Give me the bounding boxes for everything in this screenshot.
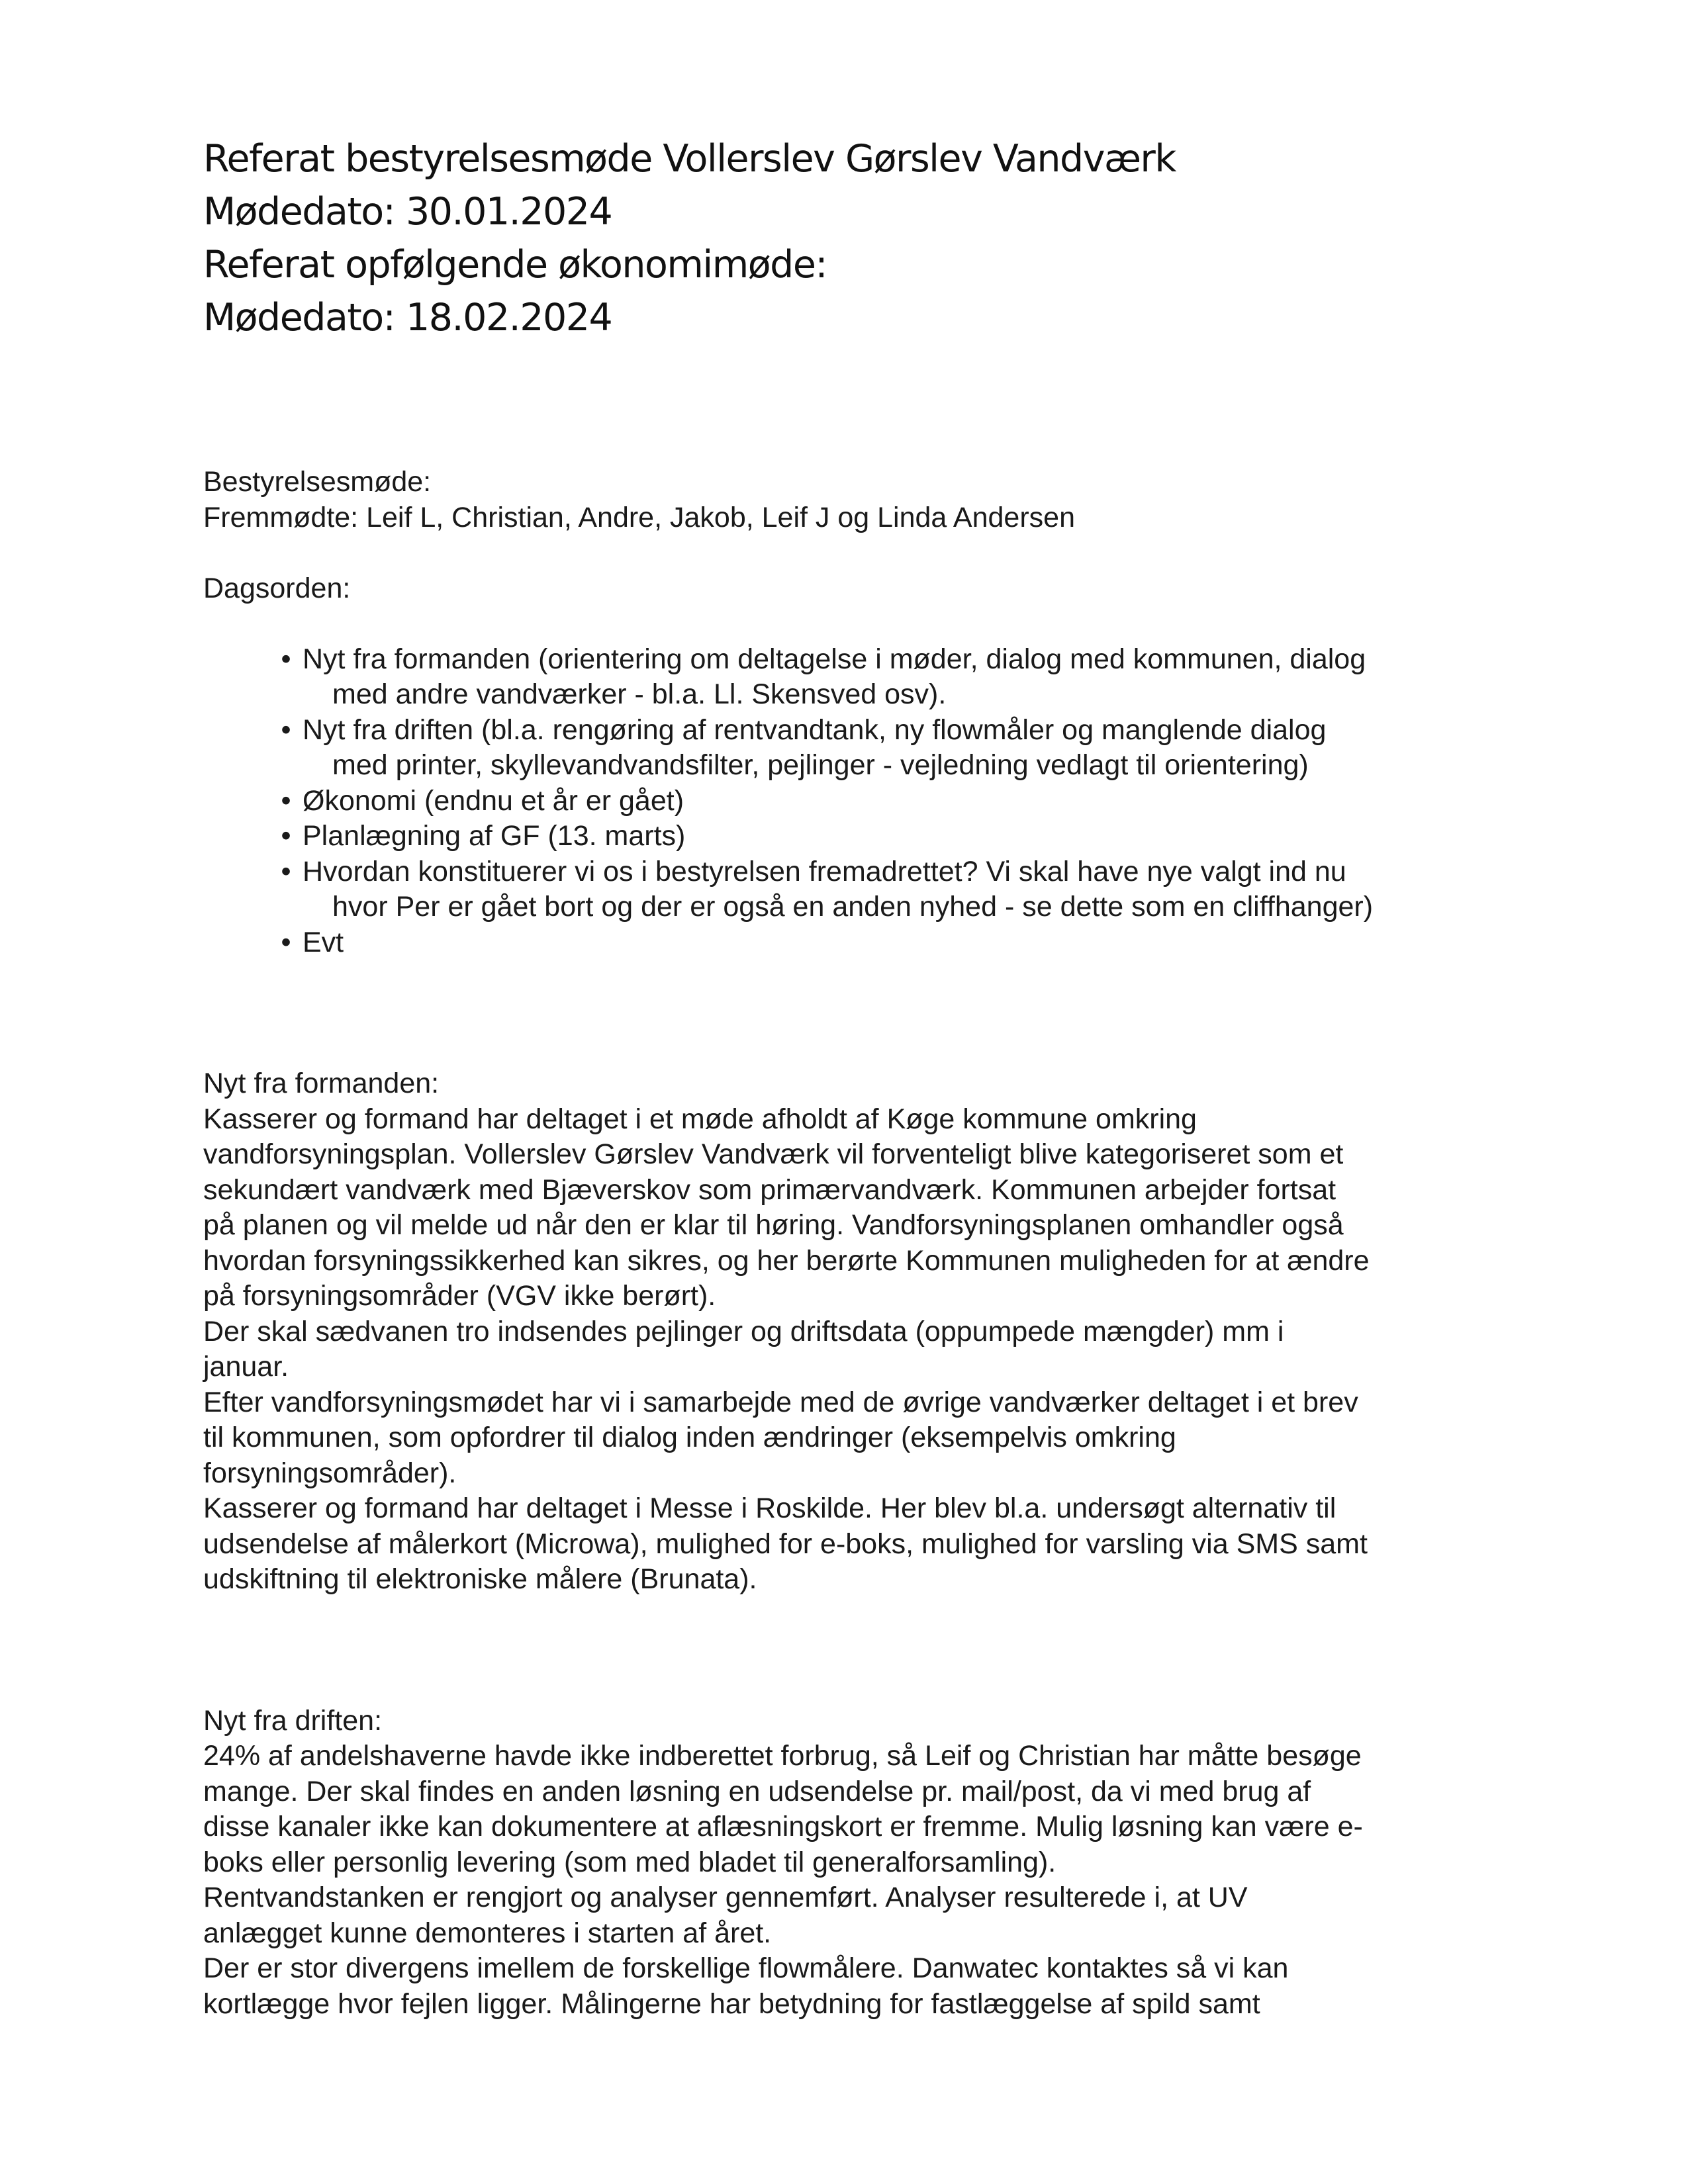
paragraph-line: hvordan forsyningssikkerhed kan sikres, og her berørte Kommunen muligheden for at ændre — [203, 1244, 1370, 1277]
bullet-icon: • — [281, 855, 291, 887]
bullet-icon: • — [281, 926, 291, 958]
agenda-item — [276, 713, 1501, 784]
meeting-label: Bestyrelsesmøde: — [203, 466, 432, 498]
paragraph-line: udsendelse af målerkort (Microwa), mulighed for e-boks, mulighed for varsling via SMS samt — [203, 1527, 1368, 1560]
bullet-icon: • — [281, 784, 291, 817]
paragraph-line: Efter vandforsyningsmødet har vi i samarbejde med de øvrige vandværker deltaget i et brev — [203, 1386, 1358, 1418]
attendees-line: Fremmødte: Leif L, Christian, Andre, Jakob, Leif J og Linda Andersen — [203, 501, 1075, 533]
paragraph-line: anlægget kunne demonteres i starten af året. — [203, 1917, 772, 1949]
formanden-heading: Nyt fra formanden: — [203, 1068, 440, 1099]
paragraph-line: sekundært vandværk med Bjæverskov som primærvandværk. Kommunen arbejder fortsat — [203, 1173, 1336, 1206]
agenda-item-text: Planlægning af GF (13. marts) — [303, 820, 686, 852]
bullet-icon: • — [281, 820, 291, 852]
meeting-date: Mødedato: 30.01.2024 — [203, 190, 612, 234]
agenda-list — [203, 642, 1501, 961]
paragraph-line: på planen og vil melde ud når den er klar til høring. Vandforsyningsplanen omhandler også — [203, 1209, 1344, 1241]
paragraph-line: udskiftning til elektroniske målere (Brunata). — [203, 1563, 757, 1595]
followup-title: Referat opfølgende økonomimøde: — [203, 243, 827, 287]
paragraph-line: mange. Der skal findes en anden løsning en udsendelse pr. mail/post, da vi med brug af — [203, 1775, 1311, 1807]
agenda-item-continuation: med printer, skyllevandvandsfilter, pejlinger - vejledning vedlagt til orientering) — [332, 749, 1309, 781]
agenda-item — [276, 784, 1501, 819]
agenda-item-text: Evt — [303, 926, 344, 958]
paragraph-line: Kasserer og formand har deltaget i Messe i Roskilde. Her blev bl.a. undersøgt alternativ til — [203, 1492, 1336, 1524]
agenda-item — [276, 819, 1501, 854]
bullet-icon: • — [281, 713, 291, 746]
agenda-item-text: Nyt fra driften (bl.a. rengøring af rentvandtank, ny flowmåler og manglende dialog — [303, 713, 1327, 746]
paragraph-line: Der skal sædvanen tro indsendes pejlinger og driftsdata (oppumpede mængder) mm i — [203, 1315, 1284, 1347]
paragraph-line: vandforsyningsplan. Vollerslev Gørslev Vandværk vil forventeligt blive kategoriseret som et — [203, 1138, 1344, 1170]
agenda-heading: Dagsorden: — [203, 572, 351, 604]
paragraph-line: disse kanaler ikke kan dokumentere at aflæsningskort er fremme. Mulig løsning kan være e- — [203, 1811, 1363, 1843]
paragraph-line: kortlægge hvor fejlen ligger. Målingerne har betydning for fastlæggelse af spild samt — [203, 1987, 1260, 2020]
paragraph-line: Der er stor divergens imellem de forskellige flowmålere. Danwatec kontaktes så vi kan — [203, 1952, 1289, 1984]
agenda-item — [276, 854, 1501, 925]
paragraph-line: til kommunen, som opfordrer til dialog inden ændringer (eksempelvis omkring — [203, 1422, 1176, 1453]
agenda-item-continuation: hvor Per er gået bort og der er også en anden nyhed - se dette som en cliffhanger) — [332, 891, 1374, 923]
followup-date: Mødedato: 18.02.2024 — [203, 296, 612, 340]
paragraph-line: Rentvandstanken er rengjort og analyser gennemført. Analyser resulterede i, at UV — [203, 1882, 1248, 1913]
paragraph-line: forsyningsområder). — [203, 1457, 457, 1489]
paragraph-line: Kasserer og formand har deltaget i et møde afholdt af Køge kommune omkring — [203, 1103, 1197, 1135]
paragraph-line: 24% af andelshaverne havde ikke indberettet forbrug, så Leif og Christian har måtte besøge — [203, 1740, 1362, 1772]
agenda-item — [276, 642, 1501, 713]
document-header — [203, 132, 1527, 344]
bullet-icon: • — [281, 643, 291, 675]
agenda-item-text: Hvordan konstituerer vi os i bestyrelsen fremadrettet? Vi skal have nye valgt ind nu — [303, 855, 1346, 887]
paragraph-line: januar. — [203, 1351, 289, 1383]
agenda-item-text: Nyt fra formanden (orientering om deltagelse i møder, dialog med kommunen, dialog — [303, 643, 1366, 675]
agenda-item — [276, 925, 1501, 961]
agenda-item-continuation: med andre vandværker - bl.a. Ll. Skensved osv). — [332, 678, 947, 710]
document-body — [203, 465, 1501, 2022]
paragraph-line: på forsyningsområder (VGV ikke berørt). — [203, 1280, 716, 1312]
paragraph-line: boks eller personlig levering (som med bladet til generalforsamling). — [203, 1846, 1056, 1878]
document-title: Referat bestyrelsesmøde Vollerslev Gørslev Vandværk — [203, 137, 1176, 181]
agenda-item-text: Økonomi (endnu et år er gået) — [303, 784, 684, 817]
driften-heading: Nyt fra driften: — [203, 1704, 383, 1737]
